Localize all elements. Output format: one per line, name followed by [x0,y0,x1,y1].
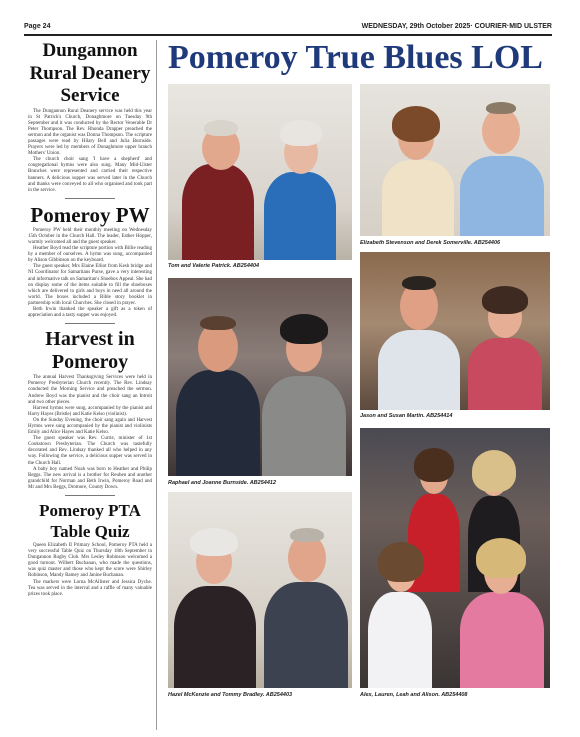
article-dungannon [28,109,152,194]
photo-caption: Elizabeth Stevenson and Derek Somerville. AB254406 [360,240,501,246]
headline-harvest: Harvest in Pomeroy [45,328,135,374]
divider-rule [65,323,115,324]
page-number: Page 24 [24,23,51,30]
main-headline: Pomeroy True Blues LOL [168,39,543,76]
photo-hazel-tommy [168,492,352,688]
paragraph: The markers were Lorna McAllister and Jessica Dyche. Tea was served in the interval and a raffle of many valuable prizes took place. [28,579,152,597]
person-raphael [172,298,264,476]
divider-rule [65,495,115,496]
paragraph: Heather Boyd read the scripture portion with Billie reading by a member of ourselves. A hymn was sung, accompanied by Alison Gibbinson on the keyboard. [28,246,152,264]
person-tommy [260,512,352,688]
paragraph: Harvest hymns were sung, accompanied by the pianist and Harry Hayes (Bristle) and Katie Kelso (violinist). [28,405,152,417]
article-pta [28,543,152,598]
photo-caption: Jason and Susan Martin. AB254414 [360,413,453,419]
paragraph: The church choir sang 'I have a shepherd' and congregational hymns were also sung. Many Mid-Ulster Branches were represented and carried their respective banners. A delicious supper was served later in the Church and thanks were conveyed to all who organised and took part in the service. [28,157,152,193]
photo-caption: Tom and Valerie Patrick. AB254404 [168,263,260,269]
article-harvest [28,375,152,491]
photo-caption: Alex, Lauren, Leah and Alison. AB254408 [360,692,468,698]
person-joanne [258,304,350,476]
person-hazel [170,518,260,688]
photo-jason-susan [360,252,550,410]
paragraph: A baby boy named Noah was born to Heather and Philip Beggs. The new arrival is a brother for Reuben and another grandchild for Norman and Beth Irwin, Pomeroy Road and Mr and Mrs Beggs, Dromore, County Down. [28,466,152,490]
paragraph: The guest speaker, Mrs Elaine Elliot from Kesh bridge and NI Coordinator for Samaritans Purse, gave a very interesting and informative talk on Samaritan's Shoebox Appeal. She had on display some of the items suitable to fill the shoeboxes which are delivered to girls and boys in need all around the world. The boxes included a Bible story booklet in partnership with local Churches. She closed in prayer. [28,264,152,306]
person-valerie [260,114,340,260]
photo-raphael-joanne [168,278,352,476]
photo-elizabeth-derek [360,84,550,236]
person-leah [364,538,436,688]
page-header [24,22,552,36]
person-susan [464,282,546,410]
photo-caption: Raphael and Joanne Burnside. AB254412 [168,480,276,486]
left-column [28,40,152,598]
person-alison [456,532,548,688]
headline-dungannon: Dungannon Rural Deanery Service [29,40,151,106]
headline-pomeroy-pw: Pomeroy PW [30,202,150,227]
person-tom [178,106,258,260]
column-divider [156,40,157,730]
paragraph: Beth Irwin thanked the speaker a gift as a token of appreciation and a tasty supper was enjoyed. [28,307,152,319]
person-elizabeth [378,98,458,236]
article-pomeroy-pw [28,228,152,319]
paragraph: On the Sunday Evening, the choir sang again and Harvest Hymns were sung accompanied by the pianist and violinists Emily and Alice Hayes and Katie Kelso. [28,417,152,436]
paragraph: The Dungannon Rural Deanery service was held this year in St Patrick's Church, Donaghmore on Tuesday 9th September and it was conducted by the Rector Venerable Dr Peter Thompson. The Rev. Rhonda Drapper preached the sermon and the organist was Donna Thompson. The scripture passages were read by Hilary Bell and Julia Burnside. Prayers were led by members of Donaghmore upper branch Mothers' Union. [28,108,152,157]
issue-date: WEDNESDAY, 29th October 2025· COURIER·MID ULSTER [361,23,552,30]
paragraph: The annual Harvest Thanksgiving Services were held in Pomeroy Presbyterian Church recently. The Rev. Lindsay conducted the Morning Service and preached the sermon. Andrew Boyd was the pianist and the choir sang an Introit and two other pieces. [28,375,152,405]
divider-rule [65,198,115,199]
paragraph: Queen Elizabeth II Primary School, Pomeroy PTA held a very successful Table Quiz on Thursday 18th September in Dungannon Rugby Club. Mrs Lesley Robinson welcomed a good turnout. Wilbert Buchanan, who made the questions, was quiz master and those who kept the score were Shirley Robinson, Mandy Ramey and Janine Buchanan. [28,543,152,579]
paragraph: Pomeroy PW held their monthly meeting on Wednesday 15th October in the Church Hall. The leader, Esther Hopper, warmly welcomed all and the guest speaker. [28,227,152,245]
person-jason [374,264,464,410]
headline-pta: Pomeroy PTA Table Quiz [39,501,141,541]
paragraph: The guest speaker was Rev. Currie, minister of 1st Cookstown Presbyterian. The Church was tastefully decorated and Rev. Lindsay thanked all who helped in any way. Following the service, a delicious supper was served in the Church Hall. [28,436,152,466]
photo-group-four [360,428,550,688]
photo-caption: Hazel McKenzie and Tommy Bradley. AB254403 [168,692,293,698]
person-derek [456,92,548,236]
photo-tom-valerie [168,84,352,260]
